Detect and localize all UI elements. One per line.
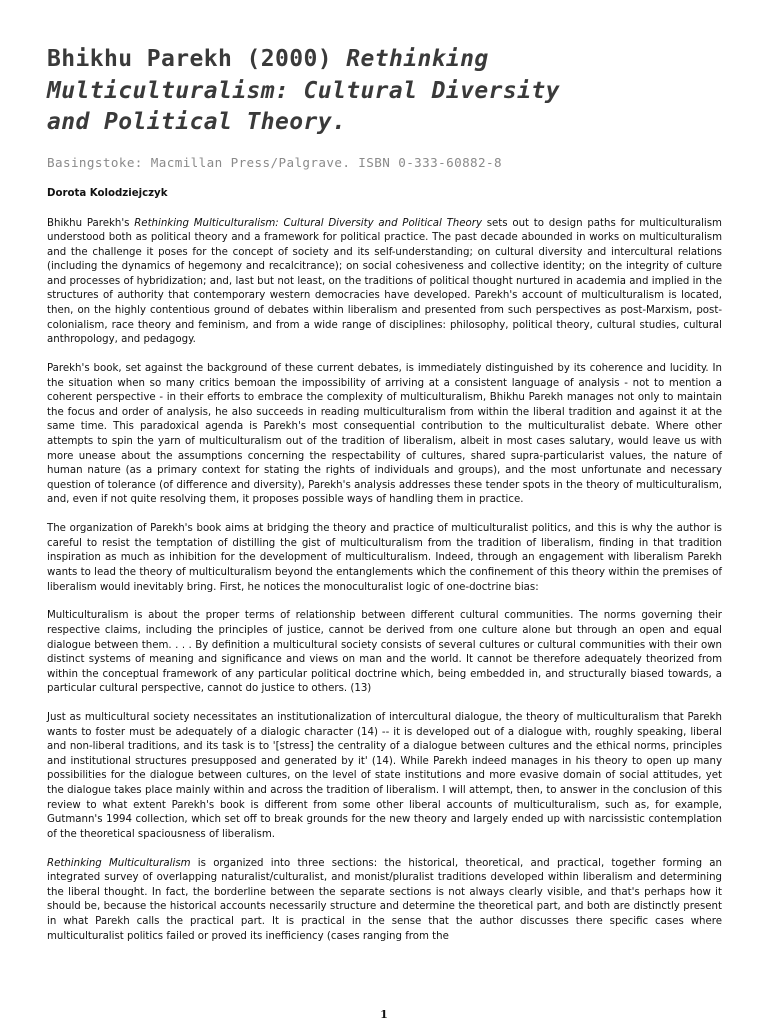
paragraph-2: Parekh's book, set against the background of these current debates, is immediately distinguished by its coherence and lucidity. In the situation when so many critics bemoan the impossibility of arriving at a consistent language of analysis - not to mention a coherent perspective - in their efforts to embrace the complexity of multiculturalism, Bhikhu Parekh manages not only to maintain the focus and order of analysis, he also succeeds in reading multiculturalism from within the liberal tradition and against it at the same time. This paradoxical agenda is Parekh's most consequential contribution to the multiculturalist debate. Where other attempts to spin the yarn of multiculturalism out of the tradition of liberalism, albeit in most cases salutary, would leave us with more unease about the assumptions concerning the respectability of cultures, shared supra-particularist values, the nature of human nature (as a primary context for stating the rights of individuals and groups), and the most unfortunate and necessary question of tolerance (of difference and diversity), Parekh's analysis addresses these tender spots in the theory of multiculturalism, and, even if not quite resolving them, it proposes possible ways of handling them in practice. — [47, 363, 722, 506]
title-book-part-1: Rethinking — [346, 46, 489, 72]
title-book-part-2: Multiculturalism: Cultural Diversity — [47, 77, 560, 104]
paragraph-6 — [47, 857, 722, 945]
book-title-inline: Rethinking Multiculturalism: Cultural Diversity and Political Theory — [134, 217, 482, 229]
review-body — [47, 217, 722, 945]
paragraph-3: The organization of Parekh's book aims at bridging the theory and practice of multiculturalist politics, and this is why the author is careful to resist the temptation of distilling the gist of multiculturalism from the tradition of liberalism, finding in that tradition inspiration as much as inhibition for the development of multiculturalism. Indeed, through an engagement with liberalism Parekh wants to lead the theory of multiculturalism beyond the entanglements which the confinement of this theory within the premises of liberalism would inevitably bring. First, he notices the monoculturalist logic of one-doctrine bias: — [47, 523, 722, 593]
review-author: Dorota Kolodziejczyk — [47, 187, 168, 199]
document-page — [47, 44, 722, 958]
paragraph-1 — [47, 217, 722, 348]
publication-info: Basingstoke: Macmillan Press/Palgrave. ISBN 0-333-60882-8 — [47, 154, 502, 170]
document-title — [47, 44, 722, 139]
title-citation: Bhikhu Parekh (2000) — [47, 46, 347, 72]
book-title-inline: Rethinking Multiculturalism — [47, 857, 191, 869]
paragraph-1-lead: Bhikhu Parekh's — [47, 217, 135, 229]
paragraph-6-text: is organized into three sections: the historical, theoretical, and practical, together forming an integrated survey of overlapping naturalist/culturalist, and monist/pluralist traditions developed within liberalism and determining the liberal thought. In fact, the borderline between the separate sections is not always clearly visible, and that's perhaps how it should be, because the historical accounts necessarily structure and determine the theoretical part, and both are distinctly present in what Parekh calls the practical part. It is practical in the sense that the author discusses there specific cases where multiculturalist politics failed or proved its inefficiency (cases ranging from the — [47, 857, 723, 942]
page-number: 1 — [380, 1008, 388, 1021]
paragraph-5: Just as multicultural society necessitates an institutionalization of intercultural dialogue, the theory of multiculturalism that Parekh wants to foster must be adequately of a dialogic character (14) -- it is developed out of a dialogue with, roughly speaking, liberal and non-liberal traditions, and its task is to '[stress] the centrality of a dialogue between cultures and the ethical norms, principles and institutional structures presupposed and generated by it' (14). While Parekh indeed manages in his theory to open up many possibilities for the dialogue between cultures, on the level of state institutions and more evasive domain of social attitudes, yet the dialogue takes place mainly within and across the tradition of liberalism. I will attempt, then, to answer in the conclusion of this review to what extent Parekh's book is different from some other liberal accounts of multiculturalism, such as, for example, Gutmann's 1994 collection, which set off to break grounds for the new theory and largely ended up with narcissistic contemplation of the theoretical spaciousness of liberalism. — [47, 712, 722, 840]
paragraph-1-text: sets out to design paths for multiculturalism understood both as political theory and a framework for political practice. The past decade abounded in works on multiculturalism and the challenge it poses for the concept of society and its self-understanding; on cultural diversity and intercultural relations (including the dynamics of hegemony and recalcitrance); on social cohesiveness and collective identity; on the integrity of culture and processes of hybridization; and, last but not least, on the traditions of political thought nurtured in academia and implied in the structures of authority that contemporary western democracies have developed. Parekh's account of multiculturalism is located, then, on the highly contentious ground of debates within liberalism and presented from such perspectives as post-Marxism, post-colonialism, race theory and feminism, and from a wide range of disciplines: philosophy, political theory, cultural studies, cultural anthropology, and pedagogy. — [47, 217, 722, 346]
block-quote: Multiculturalism is about the proper terms of relationship between different cultural communities. The norms governing their respective claims, including the principles of justice, cannot be derived from one culture alone but through an open and equal dialogue between them. . . . By definition a multicultural society consists of several cultures or cultural communities with their own distinct systems of meaning and significance and views on man and the world. It cannot be therefore adequately theorized from within the conceptual framework of any particular political doctrine which, being embedded in, and structurally biased towards, a particular cultural perspective, cannot do justice to others. (13) — [47, 610, 722, 695]
title-book-part-3: and Political Theory. — [47, 109, 347, 135]
